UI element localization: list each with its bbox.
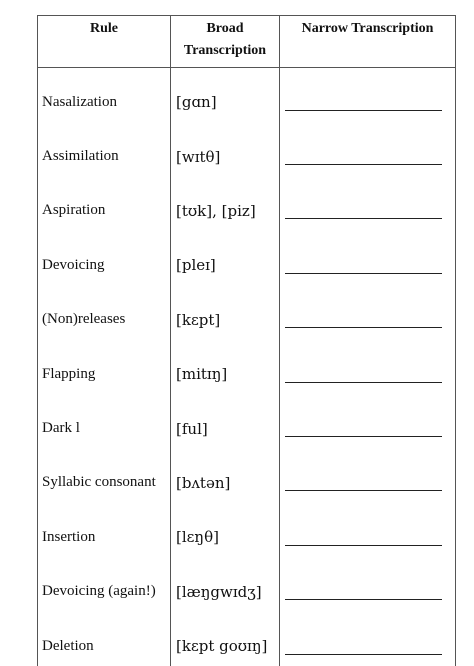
broad-transcription-cell: [pleɪ] (171, 245, 279, 285)
header-broad-line1: Broad (206, 21, 243, 36)
narrow-transcription-cell[interactable] (280, 82, 455, 122)
narrow-transcription-cell[interactable] (280, 626, 455, 666)
rule-cell: Flapping (38, 354, 170, 394)
answer-blank-line[interactable] (285, 110, 442, 111)
broad-column (171, 68, 280, 666)
narrow-transcription-cell[interactable] (280, 136, 455, 176)
narrow-transcription-cell[interactable] (280, 300, 455, 340)
table-body (38, 68, 456, 666)
broad-transcription-cell: [lɛŋθ] (171, 517, 279, 557)
answer-blank-line[interactable] (285, 599, 442, 600)
answer-blank-line[interactable] (285, 382, 442, 383)
broad-transcription-cell: [mitɪŋ] (171, 354, 279, 394)
header-rule (38, 16, 171, 68)
narrow-transcription-cell[interactable] (280, 463, 455, 503)
answer-blank-line[interactable] (285, 218, 442, 219)
narrow-transcription-cell[interactable] (280, 517, 455, 557)
broad-transcription-cell: [wɪtθ] (171, 136, 279, 176)
narrow-transcription-cell[interactable] (280, 191, 455, 231)
rule-column (38, 68, 171, 666)
narrow-transcription-cell[interactable] (280, 408, 455, 448)
rule-cell: Syllabic consonant (38, 463, 170, 503)
answer-blank-line[interactable] (285, 490, 442, 491)
rule-cell: Dark l (38, 408, 170, 448)
broad-transcription-cell: [ful] (171, 408, 279, 448)
header-narrow (280, 16, 456, 68)
answer-blank-line[interactable] (285, 436, 442, 437)
broad-transcription-cell: [kɛpt goʊɪŋ] (171, 626, 279, 666)
narrow-transcription-cell[interactable] (280, 572, 455, 612)
answer-blank-line[interactable] (285, 654, 442, 655)
answer-blank-line[interactable] (285, 164, 442, 165)
broad-transcription-cell: [gɑn] (171, 82, 279, 122)
rule-cell: Devoicing (38, 245, 170, 285)
broad-transcription-cell: [læŋgwɪdʒ] (171, 572, 279, 612)
answer-blank-line[interactable] (285, 327, 442, 328)
rule-cell: Deletion (38, 626, 170, 666)
broad-transcription-cell: [bʌtən] (171, 463, 279, 503)
answer-blank-line[interactable] (285, 273, 442, 274)
answer-blank-line[interactable] (285, 545, 442, 546)
header-broad (171, 16, 280, 68)
header-row (38, 16, 456, 68)
table-row (38, 68, 456, 666)
rule-cell: Devoicing (again!) (38, 572, 170, 612)
narrow-transcription-cell[interactable] (280, 354, 455, 394)
narrow-column (280, 68, 456, 666)
narrow-transcription-cell[interactable] (280, 245, 455, 285)
rule-cell: Nasalization (38, 82, 170, 122)
broad-transcription-cell: [tʊk], [piz] (171, 191, 279, 231)
rule-cell: Aspiration (38, 191, 170, 231)
rule-cell: (Non)releases (38, 300, 170, 340)
rule-cell: Assimilation (38, 136, 170, 176)
header-broad-line2: Transcription (184, 43, 266, 58)
header-rule-label: Rule (90, 21, 118, 36)
rule-cell: Insertion (38, 517, 170, 557)
header-narrow-label: Narrow Transcription (302, 21, 434, 36)
broad-transcription-cell: [kɛpt] (171, 300, 279, 340)
transcription-table (37, 15, 456, 666)
